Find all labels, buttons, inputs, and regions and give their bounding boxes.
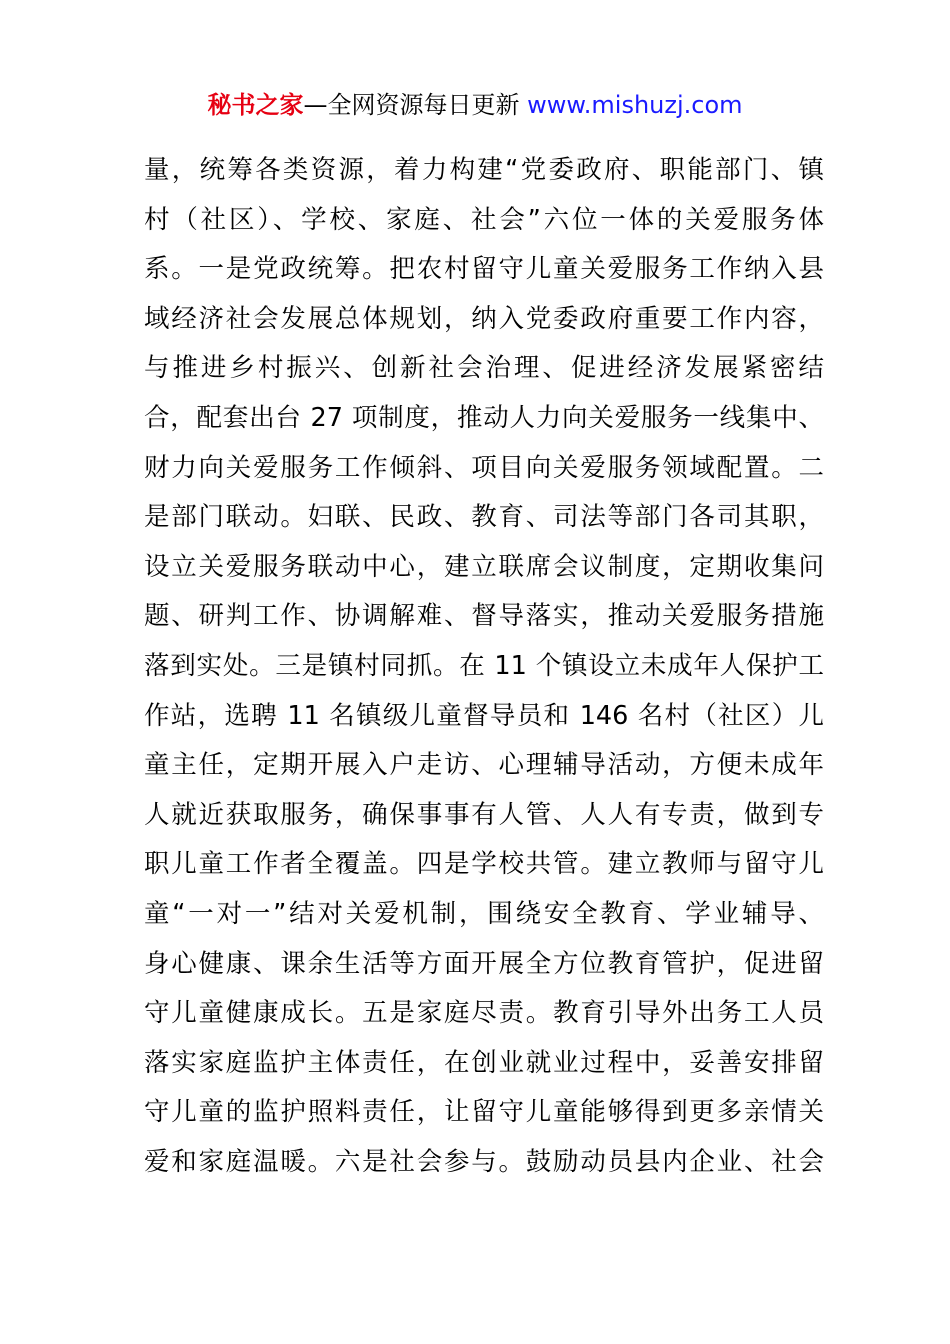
site-tagline: —全网资源每日更新 [303,91,528,119]
document-body [144,146,824,1187]
text-line: 作站，选聘 11 名镇级儿童督导员和 146 名村（社区）儿 [144,700,824,731]
text-line: 身心健康、课余生活等方面开展全方位教育管护，促进留 [144,948,824,979]
text-line: 财力向关爱服务工作倾斜、项目向关爱服务领域配置。二 [144,452,824,483]
text-line: 是部门联动。妇联、民政、教育、司法等部门各司其职， [144,502,824,533]
text-line: 守儿童的监护照料责任，让留守儿童能够得到更多亲情关 [144,1097,824,1128]
text-line: 守儿童健康成长。五是家庭尽责。教育引导外出务工人员 [144,998,824,1029]
text-line: 设立关爱服务联动中心，建立联席会议制度，定期收集问 [144,551,824,582]
site-url-link[interactable]: www.mishuzj.com [527,91,743,119]
text-line: 系。一是党政统筹。把农村留守儿童关爱服务工作纳入县 [144,254,824,285]
text-line: 落到实处。三是镇村同抓。在 11 个镇设立未成年人保护工 [144,650,824,681]
text-line: 职儿童工作者全覆盖。四是学校共管。建立教师与留守儿 [144,849,824,880]
site-brand: 秘书之家 [207,91,304,119]
text-line: 题、研判工作、协调解难、督导落实，推动关爱服务措施 [144,601,824,632]
text-line: 量，统筹各类资源，着力构建“党委政府、职能部门、镇 [144,155,824,185]
text-line: 人就近获取服务，确保事事有人管、人人有专责，做到专 [144,799,824,830]
text-line: 合，配套出台 27 项制度，推动人力向关爱服务一线集中、 [144,402,824,433]
text-line: 童“一对一”结对关爱机制，围绕安全教育、学业辅导、 [144,898,824,929]
page-header [0,88,950,122]
text-line: 童主任，定期开展入户走访、心理辅导活动，方便未成年 [144,750,824,781]
text-line: 村（社区）、学校、家庭、社会”六位一体的关爱服务体 [144,204,824,235]
text-line: 爱和家庭温暖。六是社会参与。鼓励动员县内企业、社会 [144,1146,824,1177]
text-line: 与推进乡村振兴、创新社会治理、促进经济发展紧密结 [144,353,824,384]
text-line: 域经济社会发展总体规划，纳入党委政府重要工作内容， [144,303,824,334]
text-line: 落实家庭监护主体责任，在创业就业过程中，妥善安排留 [144,1047,824,1078]
